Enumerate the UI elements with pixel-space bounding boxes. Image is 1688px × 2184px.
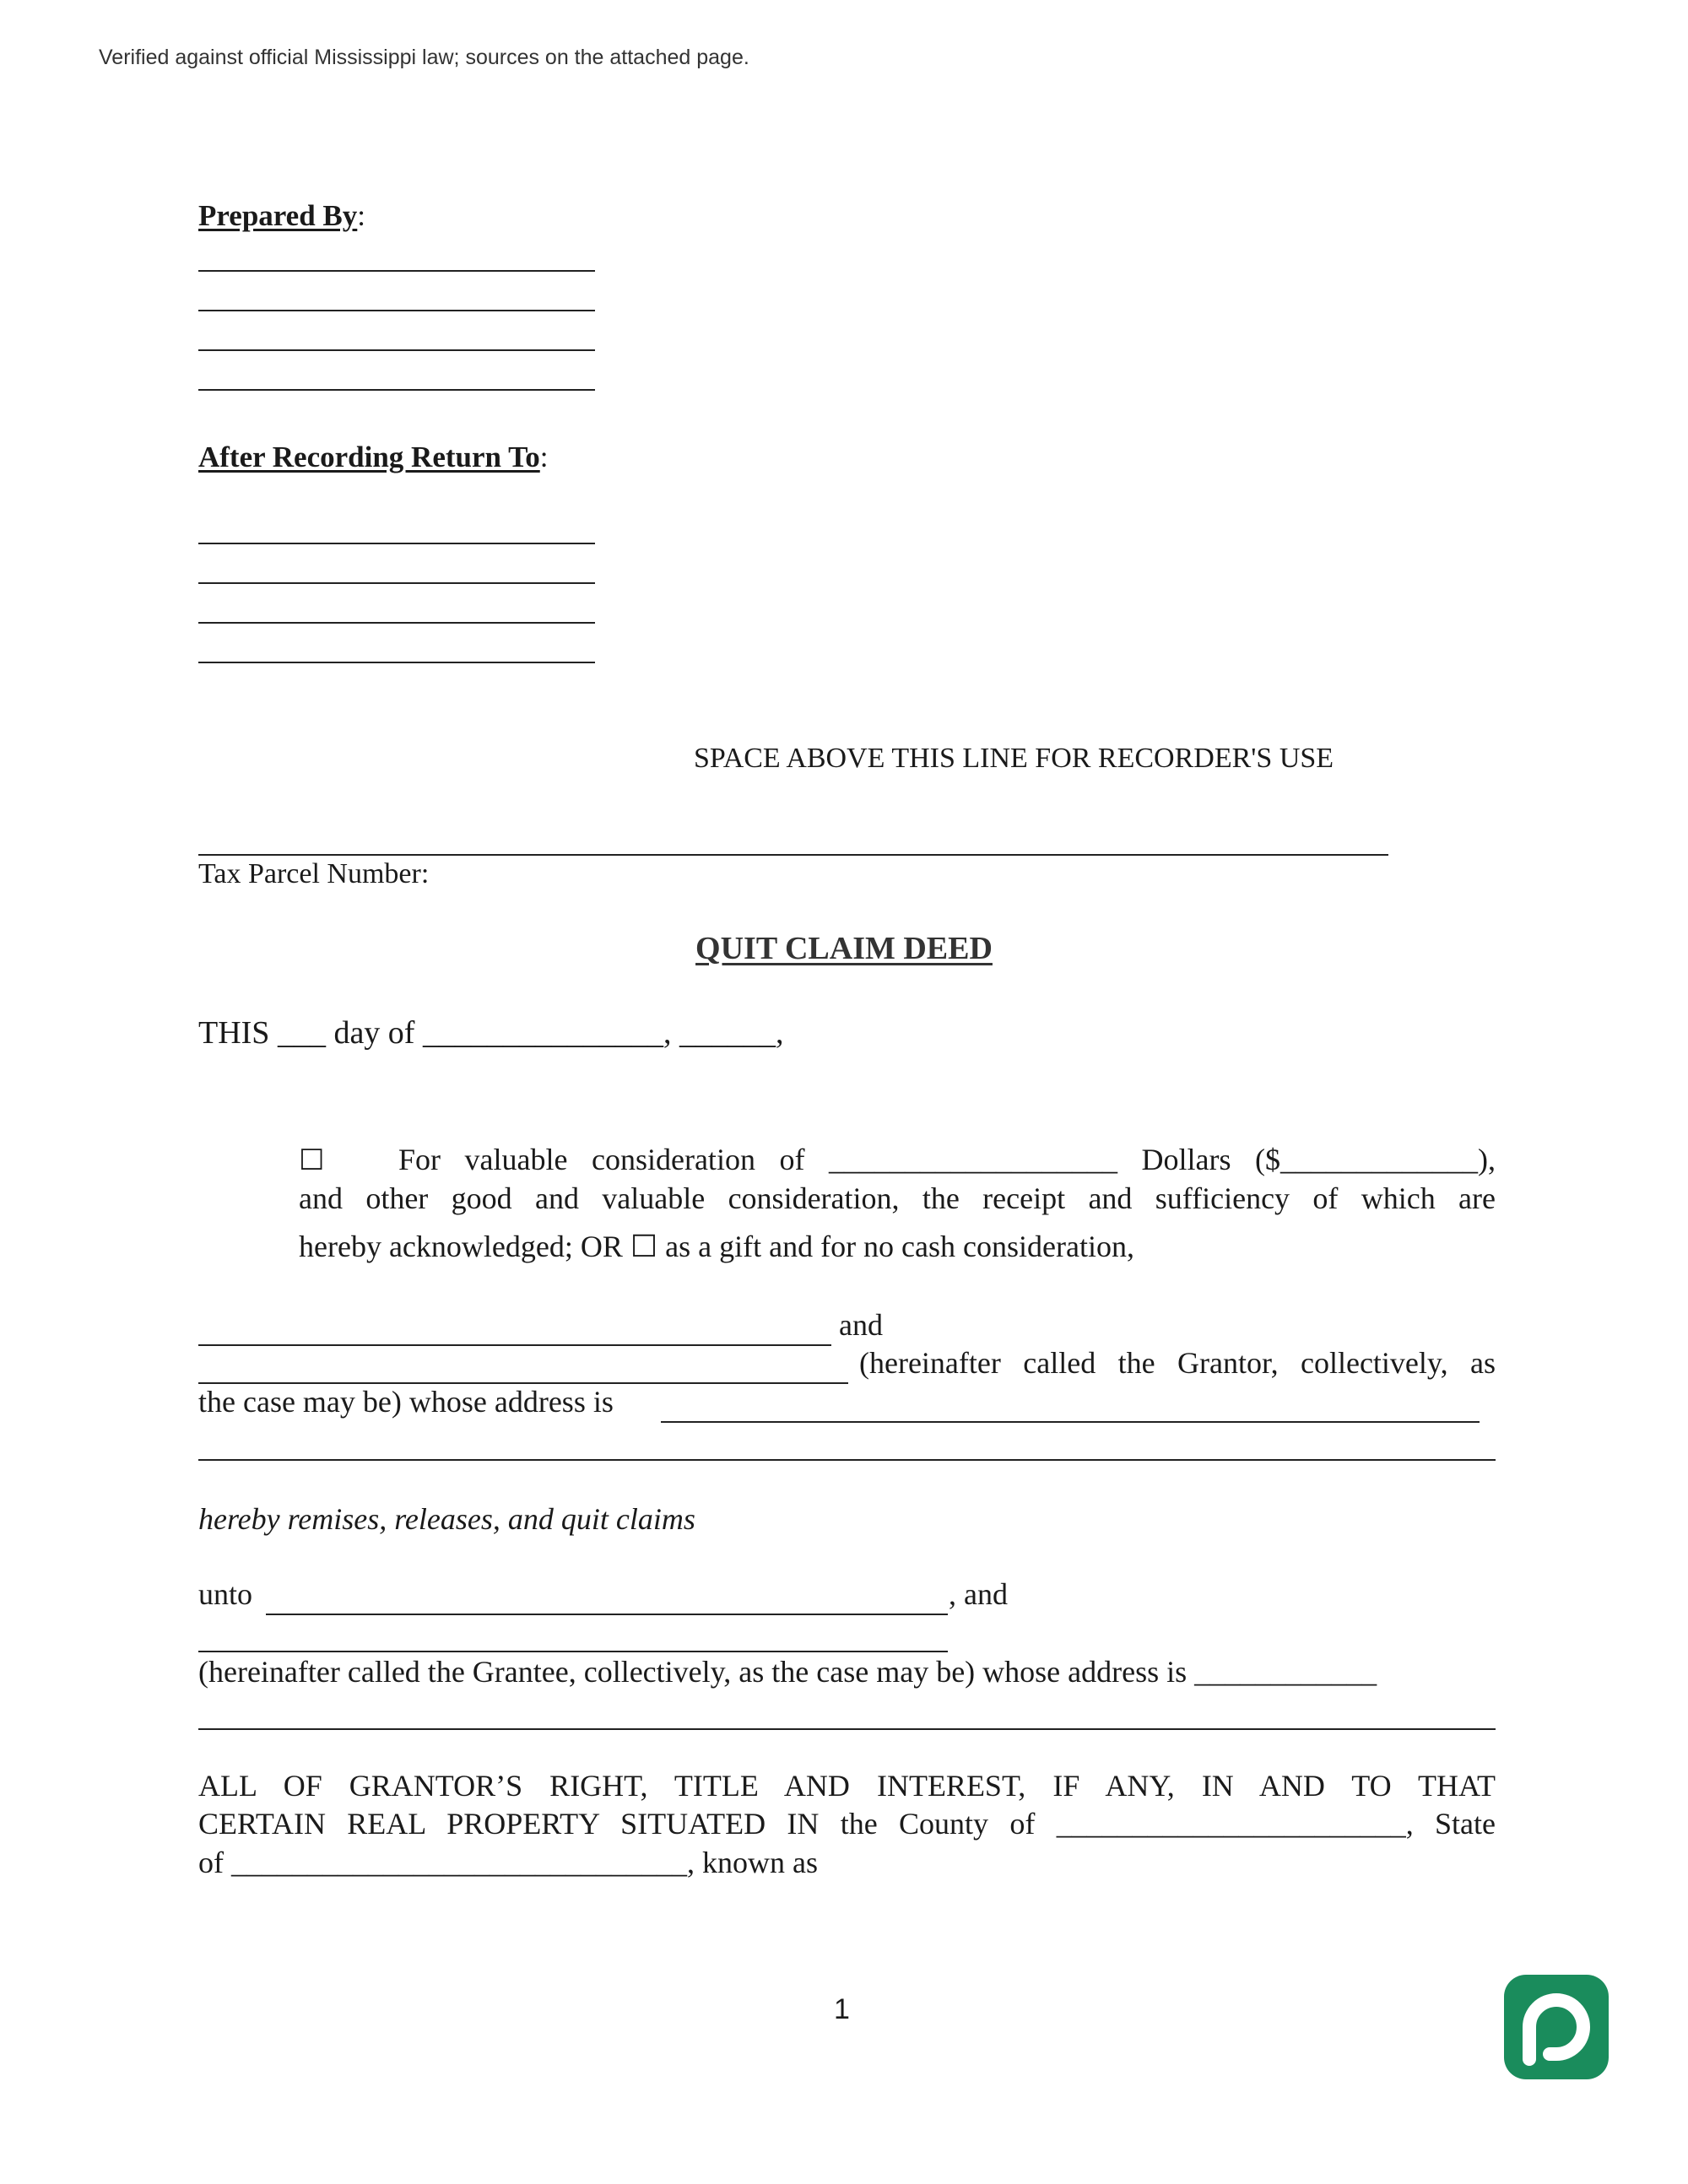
property-line-2[interactable]: CERTAIN REAL PROPERTY SITUATED IN the County of _______________________, State bbox=[198, 1807, 1496, 1841]
prepared-by-line-1[interactable] bbox=[198, 270, 595, 272]
grantee-unto-label: unto bbox=[198, 1577, 253, 1611]
grantor-name-line-1[interactable] bbox=[198, 1344, 831, 1346]
return-to-line-1[interactable] bbox=[198, 543, 595, 544]
grantor-address-line-2[interactable] bbox=[198, 1459, 1496, 1461]
p-letter-logo-icon bbox=[1504, 1975, 1609, 2079]
return-to-line-3[interactable] bbox=[198, 622, 595, 624]
verification-note: Verified against official Mississippi law; sources on the attached page. bbox=[99, 46, 749, 69]
conveyance-phrase: hereby remises, releases, and quit claims bbox=[198, 1502, 695, 1536]
recorder-separator-line bbox=[198, 854, 1388, 856]
grantee-address-line[interactable] bbox=[198, 1728, 1496, 1730]
return-to-label: After Recording Return To: bbox=[198, 441, 549, 473]
consideration-line-2: and other good and valuable consideration, the receipt and sufficiency of which are bbox=[299, 1181, 1496, 1215]
consideration-line-3[interactable]: hereby acknowledged; OR ☐ as a gift and for no cash consideration, bbox=[299, 1230, 1134, 1263]
page-number: 1 bbox=[834, 1993, 850, 2025]
date-line[interactable]: THIS ___ day of _______________, ______, bbox=[198, 1015, 784, 1051]
property-line-3[interactable]: of ______________________________, known as bbox=[198, 1846, 818, 1879]
consideration-checkbox[interactable]: ☐ bbox=[299, 1145, 325, 1176]
grantor-address-line-1[interactable] bbox=[661, 1421, 1480, 1423]
prepared-by-line-3[interactable] bbox=[198, 349, 595, 351]
return-to-line-2[interactable] bbox=[198, 582, 595, 584]
property-line-1: ALL OF GRANTOR’S RIGHT, TITLE AND INTEREST, IF ANY, IN AND TO THAT bbox=[198, 1769, 1496, 1803]
grantee-name-line-1[interactable] bbox=[266, 1614, 948, 1615]
prepared-by-label: Prepared By: bbox=[198, 199, 366, 232]
document-title: QUIT CLAIM DEED bbox=[695, 931, 993, 966]
recorder-use-note: SPACE ABOVE THIS LINE FOR RECORDER'S USE bbox=[694, 743, 1334, 774]
return-to-line-4[interactable] bbox=[198, 662, 595, 663]
tax-parcel-label: Tax Parcel Number: bbox=[198, 858, 430, 889]
grantee-and-text: , and bbox=[949, 1577, 1008, 1611]
grantor-address-label: the case may be) whose address is bbox=[198, 1385, 614, 1419]
grantee-name-line-2[interactable] bbox=[198, 1651, 948, 1652]
grantor-and-text: and bbox=[839, 1308, 883, 1342]
consideration-line-1[interactable]: For valuable consideration of ___________________ Dollars ($_____________), bbox=[398, 1143, 1496, 1176]
prepared-by-line-2[interactable] bbox=[198, 310, 595, 311]
grantor-designation-text: (hereinafter called the Grantor, collectively, as bbox=[859, 1346, 1496, 1380]
grantee-designation-text[interactable]: (hereinafter called the Grantee, collectively, as the case may be) whose address is ____________ bbox=[198, 1655, 1377, 1689]
prepared-by-line-4[interactable] bbox=[198, 389, 595, 391]
